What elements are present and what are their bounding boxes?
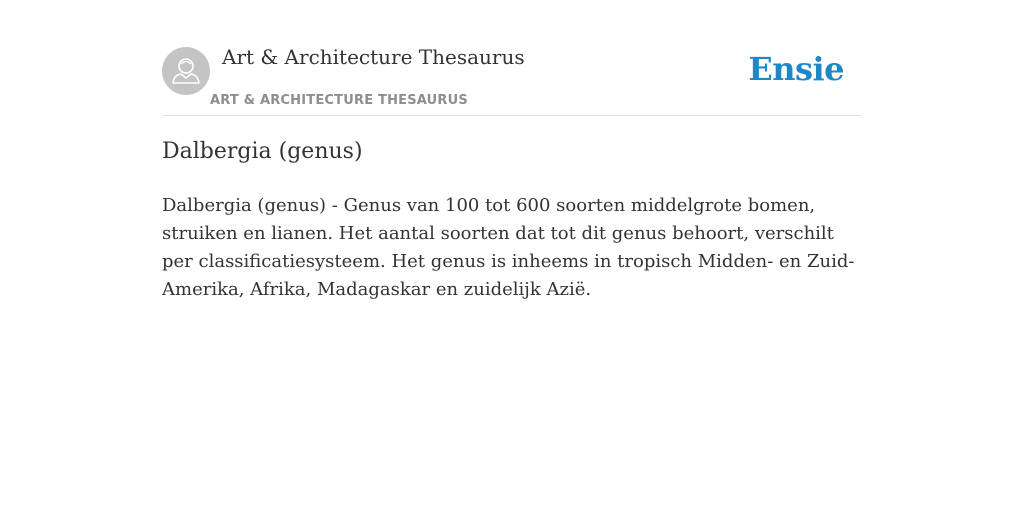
brand-logo[interactable]: Ensie <box>748 50 844 88</box>
author-name[interactable]: Art & Architecture Thesaurus <box>222 45 525 69</box>
article-header <box>162 40 862 116</box>
avatar-person-icon <box>162 47 210 95</box>
article-body: Dalbergia (genus) - Genus van 100 tot 600 soorten middelgrote bomen, struiken en lianen. Het aantal soorten dat tot dit genus behoort, verschilt per classificatiesysteem. Het genus is inheems in tropisch Midden- en Zuid-Amerika, Afrika, Madagaskar en zuidelijk Azië. <box>162 195 855 300</box>
page-title: Dalbergia (genus) <box>162 139 363 164</box>
user-avatar-icon[interactable] <box>162 47 210 95</box>
author-subtitle[interactable]: ART & ARCHITECTURE THESAURUS <box>210 93 468 108</box>
